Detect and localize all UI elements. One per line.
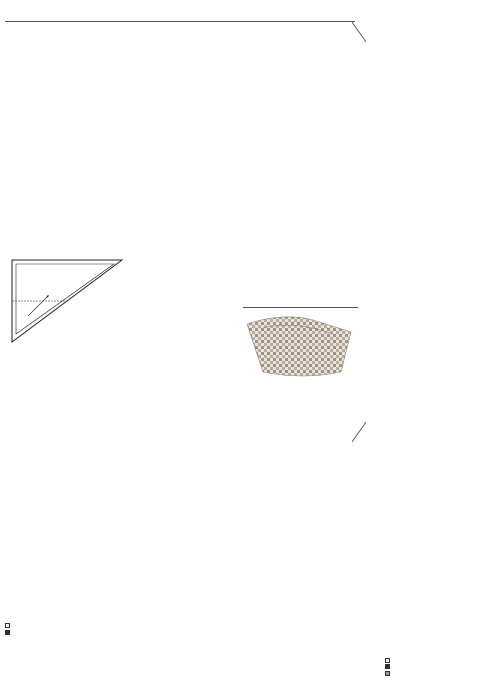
instructions-column-2	[129, 27, 237, 667]
legend-item-b	[5, 629, 135, 636]
instructions-column-3	[241, 27, 357, 292]
header-rule	[5, 21, 355, 22]
swatch-light-icon	[5, 623, 10, 628]
knitting-chart-jessy	[371, 44, 451, 651]
swatch-white-icon	[385, 658, 390, 663]
legend-right-item-3	[385, 671, 483, 677]
knitting-chart-a	[14, 348, 146, 616]
swatch-dark-icon	[5, 630, 10, 635]
legend-item-a	[5, 622, 135, 629]
swatch-grey-icon	[385, 671, 390, 676]
legend-right	[385, 658, 483, 677]
jessy-scarf-photo	[243, 310, 355, 380]
knitting-chart-b	[178, 602, 212, 690]
legend-left	[5, 622, 135, 636]
swatch-dark-icon	[385, 664, 390, 669]
page-header	[5, 4, 13, 20]
jessy-instructions	[241, 410, 357, 665]
shawl-schematic	[8, 256, 126, 346]
instructions-column-1	[5, 27, 124, 253]
jessy-rule	[243, 307, 358, 308]
